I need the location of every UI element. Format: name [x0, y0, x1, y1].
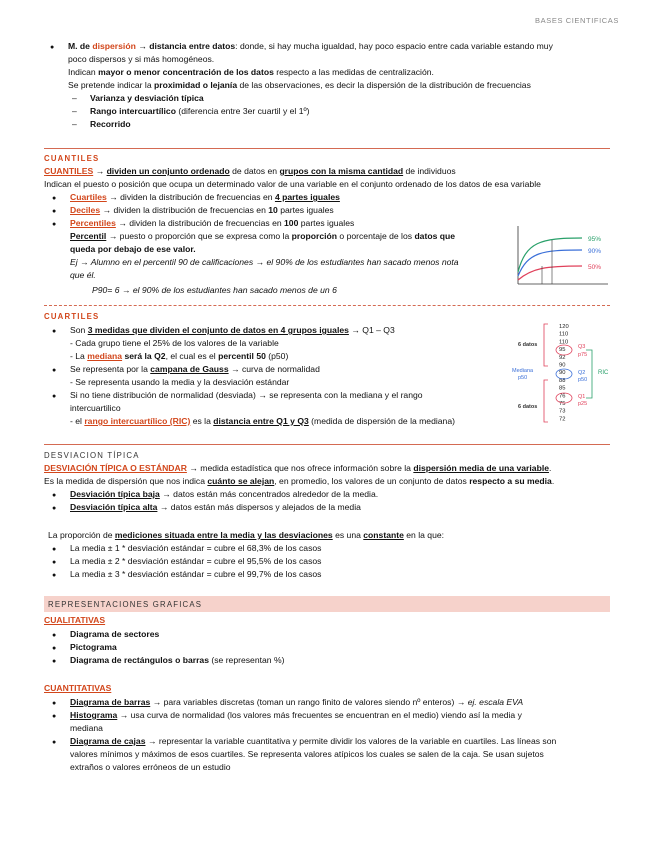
cualitativas-item	[52, 628, 159, 642]
label-p50: p50	[578, 377, 588, 383]
bullet-icon	[52, 654, 64, 668]
keyword: Diagrama de barras	[70, 697, 151, 707]
text: → usa curva de normalidad (los valores más frecuentes se encuentran en el medio) viendo así la media y	[117, 710, 522, 720]
text: partes iguales	[298, 218, 355, 228]
text: en la que:	[403, 530, 445, 540]
bullet-icon	[52, 217, 64, 231]
keyword: grupos con la misma cantidad	[279, 166, 404, 176]
cuantitativas-item-cont: valores mínimos y máximos de esos cuartiles. Se representa valores atípicos los cuales se salen de la caja. Se usan sujetos	[70, 749, 544, 759]
bullet-icon	[52, 735, 64, 749]
arrow: →	[135, 41, 150, 51]
bullet-icon	[52, 501, 64, 515]
cuartiles-sub	[70, 350, 288, 363]
label-ric: RIC	[598, 370, 609, 376]
curve-label-90: 90%	[588, 248, 602, 255]
keyword: 10	[268, 205, 278, 215]
desviacion-rule	[52, 568, 321, 582]
quartile-number: 76	[559, 393, 566, 400]
keyword: mayor o menor concentración de los datos	[98, 67, 274, 77]
quartile-number: 110	[559, 331, 569, 338]
cuantiles-bullet	[52, 204, 334, 218]
text: (p50)	[265, 351, 289, 361]
item-label: Pictograma	[70, 642, 117, 652]
quartile-number: 90	[559, 370, 566, 377]
label-6-datos-top: 6 datos	[518, 342, 538, 348]
text: - La	[70, 351, 88, 361]
section-title-desviacion: DESVIACION TÍPICA	[44, 451, 140, 460]
desviacion-rule	[52, 542, 321, 556]
bullet-icon	[52, 324, 64, 338]
text: Se representa por la	[70, 364, 151, 374]
text: → medida estadística que nos ofrece información sobre la	[186, 463, 414, 473]
bracket-bottom	[544, 380, 548, 422]
curve-label-50: 50%	[588, 264, 602, 271]
arrow: →	[93, 166, 107, 176]
dispersion-line-3	[68, 66, 434, 79]
quartile-number: 95	[559, 347, 566, 354]
cuantiles-bullet	[52, 191, 340, 205]
cualitativas-title: CUALITATIVAS	[44, 615, 106, 625]
dispersion-line-2: poco dispersos y si más homogéneos.	[68, 54, 215, 64]
keyword: DESVIACIÓN TÍPICA O ESTÁNDAR	[44, 463, 187, 473]
text: es la	[190, 416, 214, 426]
bullet-icon	[52, 363, 64, 377]
text: → dividen la distribución de frecuencias en	[115, 218, 285, 228]
bracket-top	[544, 324, 548, 366]
bullet-icon	[52, 709, 64, 723]
cualitativas-item	[52, 654, 284, 668]
label-p75: p75	[578, 352, 588, 358]
cuantiles-definition	[44, 165, 456, 178]
curve-90	[518, 250, 582, 276]
text: respecto a las medidas de centralización.	[273, 67, 434, 77]
item-label: Recorrido	[90, 119, 131, 129]
item-label: Diagrama de sectores	[70, 629, 160, 639]
quartile-number: 75	[559, 401, 566, 407]
text: → datos están más concentrados alrededor de la media.	[159, 489, 379, 499]
cuantitativas-item-cont: mediana	[70, 723, 103, 733]
item-label: Diagrama de rectángulos o barras	[70, 655, 209, 665]
label-p25: p25	[578, 401, 588, 407]
text: Son	[70, 325, 88, 335]
keyword: CUANTILES	[44, 166, 94, 176]
text: → dividen la distribución de frecuencias en	[100, 205, 269, 215]
keyword: constante	[363, 530, 404, 540]
item-extra: (diferencia entre 3er cuartil y el 1º)	[175, 106, 310, 116]
cuantitativas-item	[52, 735, 556, 749]
curve-label-95: 95%	[588, 236, 602, 243]
keyword: datos que	[414, 231, 456, 241]
keyword: Percentiles	[70, 218, 116, 228]
text: Es la medida de dispersión que nos indica	[44, 476, 208, 486]
bullet-icon	[52, 389, 64, 403]
text: .	[551, 476, 555, 486]
section-title-cuartiles: CUARTILES	[44, 312, 100, 321]
percentil-example-1: Ej → Alumno en el percentil 90 de calificaciones → el 90% de los estudiantes han sacado menos nota	[70, 257, 459, 267]
keyword: proximidad o lejanía	[154, 80, 238, 90]
cuantitativas-item-cont: extraños o valores erróneos de un estudio	[70, 762, 231, 772]
text: - el	[70, 416, 85, 426]
label-q2: Q2	[578, 370, 586, 376]
quartile-numbers	[559, 324, 569, 422]
cuartiles-bullet	[52, 324, 395, 338]
quartile-number: 90	[559, 362, 566, 369]
text: , el cual es el	[165, 351, 219, 361]
section-divider	[44, 305, 610, 306]
bullet-icon	[52, 641, 64, 655]
text: o porcentaje de los	[337, 231, 415, 241]
quartile-diagram	[508, 320, 618, 430]
text: .	[548, 463, 552, 473]
text: La media ± 3 * desviación estándar = cubre el 99,7% de los casos	[70, 569, 322, 579]
keyword: rango intercuartílico (RIC)	[84, 416, 191, 426]
keyword: 4 partes iguales	[274, 192, 340, 202]
text: → curva de normalidad	[228, 364, 320, 374]
desviacion-definition	[44, 462, 551, 475]
text: ej. escala EVA	[467, 697, 524, 707]
text: , en promedio, los valores de un conjunto de datos	[274, 476, 470, 486]
quartile-number: 73	[559, 408, 566, 415]
keyword: Percentil	[70, 231, 107, 241]
text: La media ± 2 * desviación estándar = cubre el 95,5% de los casos	[70, 556, 322, 566]
dispersion-line-4	[68, 79, 531, 92]
keyword: percentil 50	[218, 351, 266, 361]
cuartiles-sub: - Cada grupo tiene el 25% de los valores de la variable	[70, 338, 279, 348]
item-label: Varianza y desviación típica	[90, 93, 204, 103]
text: M. de	[68, 41, 93, 51]
keyword: distancia entre datos	[149, 41, 236, 51]
keyword: respecto a su media	[469, 476, 552, 486]
text: es una	[332, 530, 364, 540]
keyword: campana de Gauss	[150, 364, 229, 374]
text: → representar la variable cuantitativa y permite dividir los valores de la variable en cuartiles. Las líneas son	[145, 736, 557, 746]
dispersion-item: – Varianza y desviación típica	[72, 93, 204, 103]
cuartiles-bullet	[52, 363, 320, 377]
text: → datos están más dispersos y alejados de la media	[157, 502, 361, 512]
label-q3: Q3	[578, 344, 586, 350]
cuantitativas-item	[52, 696, 523, 710]
cuantitativas-item	[52, 709, 522, 723]
bullet-icon	[52, 555, 64, 569]
section-divider	[44, 148, 610, 149]
text: La proporción de	[48, 530, 115, 540]
text: → Q1 – Q3	[348, 325, 395, 335]
item-extra: (se representan %)	[208, 655, 285, 665]
text: La media ± 1 * desviación estándar = cubre el 68,3% de los casos	[70, 543, 322, 553]
keyword: 3 medidas que dividen el conjunto de datos en 4 grupos iguales	[87, 325, 349, 335]
section-title-representaciones: REPRESENTACIONES GRAFICAS	[48, 600, 203, 609]
text: Se pretende indicar la	[68, 80, 154, 90]
keyword: distancia entre Q1 y Q3	[213, 416, 309, 426]
quartile-number: 72	[559, 416, 566, 423]
quartile-number: 88	[559, 377, 566, 384]
keyword: Diagrama de cajas	[70, 736, 146, 746]
keyword: mediciones situada entre la media y las desviaciones	[114, 530, 333, 540]
text: → puesto o proporción que se expresa como la	[106, 231, 292, 241]
text: partes iguales	[277, 205, 334, 215]
percentil-example-2: que él.	[70, 270, 96, 280]
desviacion-bullet	[52, 488, 378, 502]
dispersion-line-1	[50, 40, 553, 54]
bullet-icon	[52, 568, 64, 582]
section-divider	[44, 444, 610, 445]
desviacion-rule	[52, 555, 321, 569]
desviacion-bullet	[52, 501, 361, 515]
label-6-datos-bottom: 6 datos	[518, 404, 538, 410]
text: → dividen la distribución de frecuencias en	[106, 192, 275, 202]
percentil-p90: P90= 6 → el 90% de los estudiantes han sacado menos de un 6	[92, 285, 337, 295]
bullet-icon	[52, 696, 64, 710]
keyword: mediana	[87, 351, 123, 361]
page-header-title: BASES CIENTIFICAS	[535, 16, 619, 25]
dispersion-item: – Rango intercuartílico (diferencia entre 3er cuartil y el 1º)	[72, 106, 310, 116]
percentile-curves-chart	[512, 222, 612, 292]
text: : donde, si hay mucha igualdad, hay poco espacio entre cada variable estando muy	[235, 41, 553, 51]
cuantitativas-title: CUANTITATIVAS	[44, 683, 112, 693]
bullet-icon	[52, 488, 64, 502]
keyword: Desviación típica alta	[70, 502, 158, 512]
keyword: dispersión media de una variable	[413, 463, 549, 473]
cuantiles-line-2: Indican el puesto o posición que ocupa un determinado valor de una variable en el conjunto ordenado de los datos de esa variable	[44, 179, 541, 189]
bullet-icon	[52, 204, 64, 218]
cuartiles-sub: intercuartilico	[70, 403, 121, 413]
keyword: proporción	[291, 231, 338, 241]
section-title-cuantiles: CUANTILES	[44, 154, 100, 163]
quartile-number: 110	[559, 339, 569, 346]
keyword: dispersión	[92, 41, 136, 51]
label-mediana: Mediana	[512, 368, 534, 374]
text: Indican	[68, 67, 99, 77]
keyword: será la Q2	[122, 351, 166, 361]
label-mediana-p50: p50	[518, 375, 528, 381]
bullet-icon	[52, 191, 64, 205]
quartile-number: 85	[559, 385, 566, 392]
cuartiles-bullet	[52, 389, 423, 403]
text: → para variables discretas (toman un rango finito de valores siendo nº enteros) →	[150, 697, 468, 707]
quartile-number: 92	[559, 354, 566, 361]
text: de individuos	[403, 166, 456, 176]
keyword: cuánto se alejan	[207, 476, 275, 486]
keyword: dividen un conjunto ordenado	[106, 166, 230, 176]
bullet-icon	[52, 542, 64, 556]
percentil-line-2: queda por debajo de ese valor.	[70, 244, 196, 254]
item-label: Rango intercuartílico	[90, 106, 176, 116]
text: de datos en	[229, 166, 280, 176]
keyword: 100	[284, 218, 299, 228]
dispersion-item: – Recorrido	[72, 119, 131, 129]
bullet-icon	[52, 628, 64, 642]
keyword: Histograma	[70, 710, 118, 720]
text: de las observaciones, es decir la dispersión de la distribución de frecuencias	[237, 80, 531, 90]
desviacion-proportion	[48, 529, 444, 542]
percentil-line-1	[70, 230, 455, 243]
text: (medida de dispersión de la mediana)	[308, 416, 455, 426]
keyword: Cuartiles	[70, 192, 107, 202]
bullet-icon	[50, 40, 62, 54]
cuartiles-sub: - Se representa usando la media y la desviación estándar	[70, 377, 290, 387]
cuartiles-sub	[70, 415, 455, 428]
curve-50	[518, 266, 582, 280]
cuantiles-bullet	[52, 217, 354, 231]
quartile-number: 120	[559, 324, 569, 330]
keyword: Deciles	[70, 205, 101, 215]
desviacion-line-2	[44, 475, 554, 488]
text: Si no tiene distribución de normalidad (desviada) → se representa con la mediana y el rango	[70, 390, 423, 400]
keyword: Desviación típica baja	[70, 489, 160, 499]
label-q1: Q1	[578, 394, 586, 400]
cualitativas-item	[52, 641, 117, 655]
